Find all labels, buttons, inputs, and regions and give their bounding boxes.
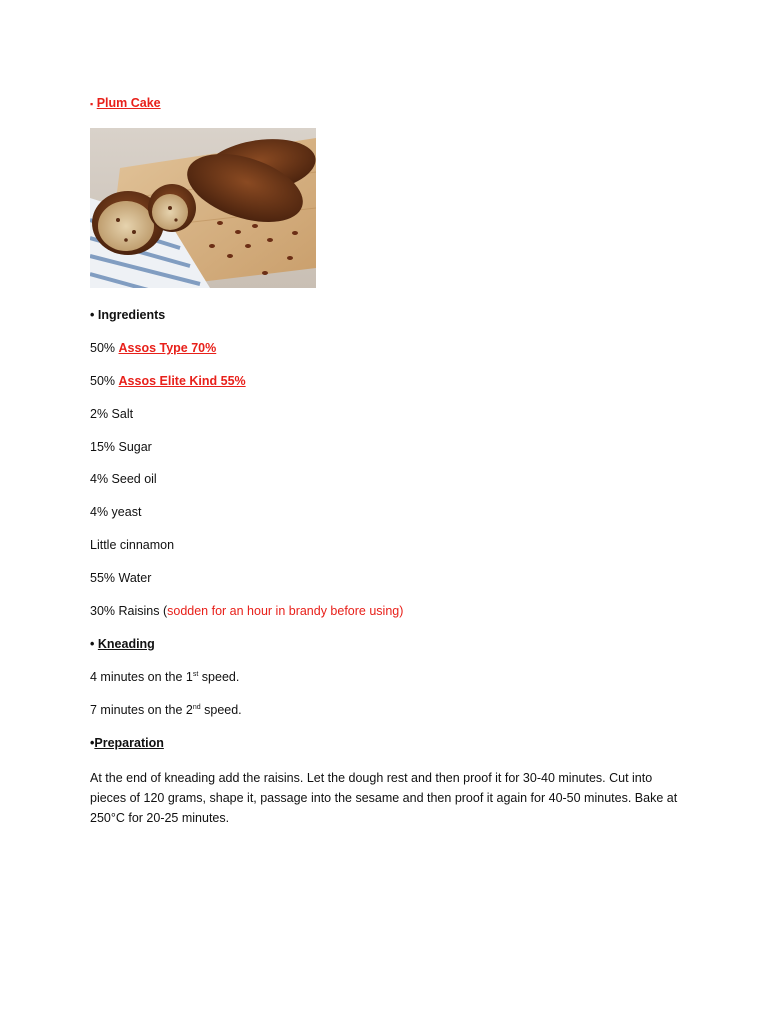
kneading-step-1 [90, 669, 239, 685]
ingredient-amount: 50% [90, 341, 116, 355]
plum-cake-photo [90, 128, 316, 288]
ingredient-item: Little cinnamon [90, 538, 175, 552]
kneading-step-text: 4 minutes on the 1 [90, 670, 193, 684]
ordinal-suffix: st [192, 670, 199, 678]
ingredients-heading-text: Ingredients [97, 308, 166, 322]
title-bullet: ▪ [90, 99, 94, 109]
ingredient-item [90, 373, 246, 389]
ingredient-text: 30% Raisins ( [90, 604, 168, 618]
ordinal-suffix: nd [192, 703, 201, 711]
preparation-bullet: • [90, 736, 95, 750]
recipe-title [90, 95, 161, 112]
kneading-bullet: • [90, 637, 95, 651]
ingredient-item: 55% Water [90, 571, 152, 585]
ingredient-item: 2% Salt [90, 407, 134, 421]
kneading-step-2 [90, 702, 242, 718]
ingredient-amount: 50% [90, 374, 116, 388]
plum-cake-image [90, 128, 316, 288]
ingredient-link-assos-type-70[interactable]: Assos Type 70% [118, 341, 217, 355]
ingredient-item [90, 340, 216, 356]
kneading-heading-text: Kneading [97, 637, 155, 651]
kneading-heading [90, 636, 155, 652]
title-text: Plum Cake [96, 96, 161, 110]
ingredient-item: 4% Seed oil [90, 472, 157, 486]
kneading-step-text: speed. [200, 703, 242, 717]
ingredient-item: 4% yeast [90, 505, 142, 519]
preparation-heading-text: Preparation [94, 736, 164, 750]
kneading-step-text: speed. [198, 670, 240, 684]
preparation-heading [90, 735, 164, 751]
ingredient-link-assos-elite-kind-55[interactable]: Assos Elite Kind 55% [118, 374, 246, 388]
kneading-step-text: 7 minutes on the 2 [90, 703, 193, 717]
ingredient-note: sodden for an hour in brandy before using) [167, 604, 404, 618]
ingredient-item [90, 603, 403, 619]
ingredients-heading [90, 307, 165, 323]
preparation-text: At the end of kneading add the raisins. Let the dough rest and then proof it for 30-40 minutes. Cut into pieces of 120 grams, shape it, passage into the sesame and then proof it again for 40-50 minutes. Bake at 250°C for 20-25 minutes. [90, 771, 678, 825]
ingredient-item: 15% Sugar [90, 440, 152, 454]
ingredients-bullet: • [90, 308, 95, 322]
